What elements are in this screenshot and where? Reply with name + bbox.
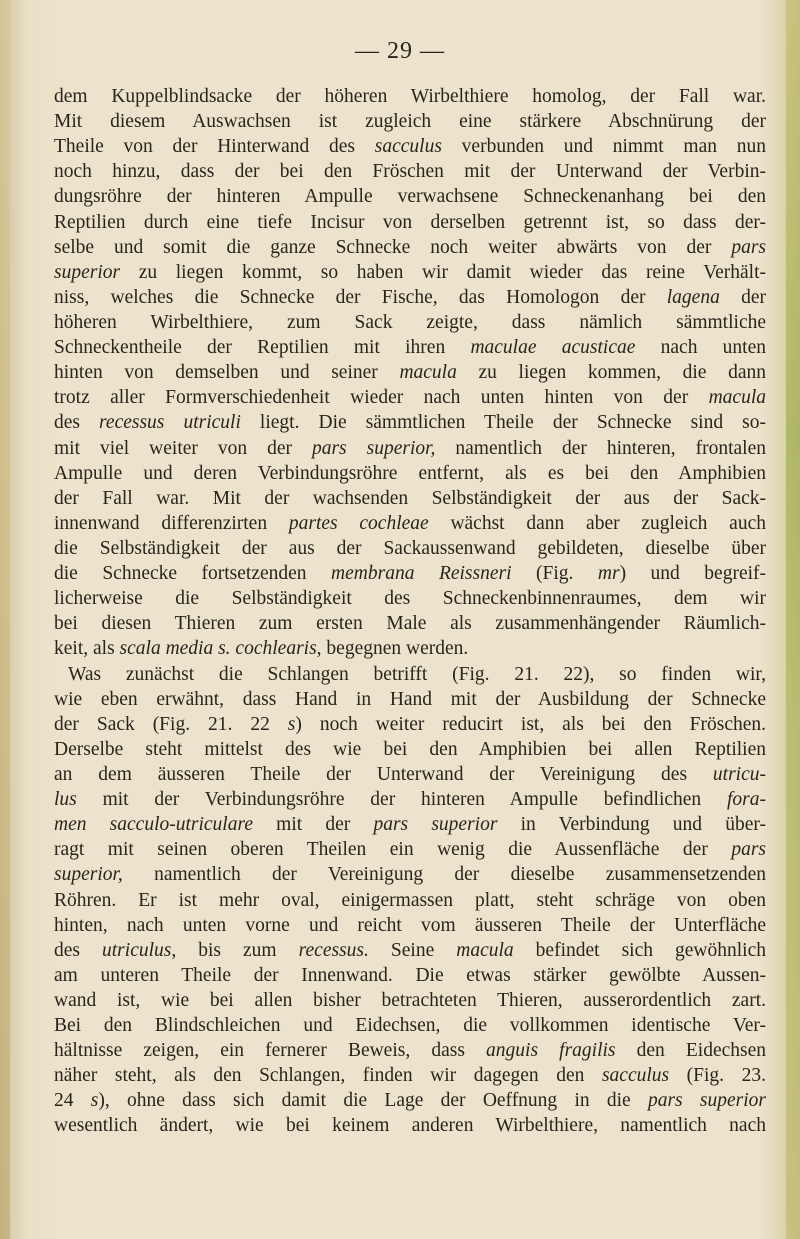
italic-term: pars superior [647,1090,766,1112]
text-line [54,511,766,536]
text-run: die Selbständigkeit der aus der Sackaussenwand gebildeten, dieselbe über [54,537,766,559]
text-run: noch hinzu, dass der bei den Fröschen mit der Unterwand der Verbin- [54,161,766,183]
text-run: wächst dann aber zugleich auch [428,512,766,534]
text-line [54,737,766,762]
text-line [54,335,766,360]
italic-term: pars superior [373,814,498,836]
italic-term: macula [399,362,457,384]
text-run: mit der Verbindungsröhre der hinteren Ampulle befindlichen [76,789,727,811]
text-line [54,536,766,561]
text-run: ) und begreif- [619,563,767,585]
text-run: zu liegen kommt, so haben wir damit wieder das reine Verhält- [120,261,766,283]
text-run: die Schnecke fortsetzenden [54,563,332,585]
text-line [54,260,766,285]
text-run: 24 [54,1090,91,1112]
italic-term: sacculus [374,136,442,158]
text-run: namentlich der hinteren, frontalen [435,437,766,459]
text-run: nach unten [635,337,767,359]
text-run: dungsröhre der hinteren Ampulle verwachsene Schneckenanhang bei den [54,186,766,208]
text-run: hinten von demselben und seiner [54,362,400,384]
text-line [54,410,766,435]
text-run: ) noch weiter reducirt ist, als bei den Fröschen. [295,713,767,735]
text-line [54,963,766,988]
text-run: namentlich der Vereinigung der dieselbe zusammensetzenden [122,864,766,886]
text-run: bis zum [176,939,299,961]
italic-term: pars [731,839,766,861]
italic-term: maculae acusticae [470,337,636,359]
text-run: (Fig. [511,563,598,585]
italic-term: membrana Reissneri [331,563,512,585]
italic-term: s [287,713,296,735]
text-run: der Sack (Fig. 21. 22 [54,713,288,735]
italic-term: sacculus [601,1065,670,1087]
text-line [54,461,766,486]
text-line [54,662,766,687]
text-line [54,913,766,938]
italic-term: superior, [54,864,123,886]
text-run: Ampulle und deren Verbindungsröhre entfernt, als es bei den Amphibien [54,462,766,484]
text-run: Mit diesem Auswachsen ist zugleich eine stärkere Abschnürung der [54,111,766,133]
text-run: ragt mit seinen oberen Theilen ein wenig die Aussenfläche der [54,839,732,861]
text-line [54,762,766,787]
text-line [54,862,766,887]
text-line [54,611,766,636]
text-line [54,837,766,862]
text-line [54,938,766,963]
text-run: verbunden und nimmt man nun [441,136,766,158]
italic-term: s [90,1090,99,1112]
text-run: Theile von der Hinterwand des [54,136,375,158]
text-run: befindet sich gewöhnlich [513,939,766,961]
text-run: hältnisse zeigen, ein fernerer Beweis, dass [54,1040,487,1062]
text-line [54,687,766,712]
text-run: mit der [253,814,374,836]
italic-term: anguis fragilis [486,1040,616,1062]
text-line [54,109,766,134]
page-number: — 29 — [355,38,445,64]
text-run: niss, welches die Schnecke der Fische, das Homologon der [54,286,667,308]
text-run: des [54,412,100,434]
text-line [54,888,766,913]
italic-term: fora- [727,789,766,811]
text-run: des [54,939,103,961]
text-run: Was zunächst die Schlangen betrifft (Fig. 21. 22), so finden wir, [68,663,766,685]
text-line [54,385,766,410]
italic-term: pars [731,236,766,258]
left-page-edge [0,0,10,1239]
text-line [54,235,766,260]
text-run: der [719,286,766,308]
text-line [54,285,766,310]
italic-term: lagena [666,286,720,308]
text-line [54,134,766,159]
text-run: höheren Wirbelthiere, zum Sack zeigte, dass nämlich sämmtliche [54,311,766,333]
text-line [54,1013,766,1038]
text-run: an dem äusseren Theile der Unterwand der Vereinigung des [54,763,713,785]
italic-term: utricu- [712,763,766,785]
text-run: innenwand differenzirten [54,512,289,534]
text-line [54,310,766,335]
text-line [54,787,766,812]
text-run: zu liegen kommen, die dann [456,362,766,384]
text-line [54,586,766,611]
italic-term: recessus utriculi [99,412,241,434]
text-run: bei diesen Thieren zum ersten Male als zusammenhängender Räumlich- [54,613,766,635]
italic-term: mr [597,563,620,585]
text-run: Derselbe steht mittelst des wie bei den Amphibien bei allen Reptilien [54,738,766,760]
text-run: licherweise die Selbständigkeit des Schneckenbinnenraumes, dem wir [54,588,766,610]
text-line [54,1063,766,1088]
italic-term: macula [708,387,766,409]
italic-term: superior [54,261,121,283]
text-line [54,210,766,235]
text-line [54,712,766,737]
text-line [54,561,766,586]
text-line [54,486,766,511]
text-line [54,84,766,109]
text-line [54,1088,766,1113]
text-run: mit viel weiter von der [54,437,312,459]
italic-term: scala media s. cochlearis, [119,638,322,660]
text-run: keit, als [54,638,120,660]
italic-term: pars superior, [311,437,436,459]
text-line [54,184,766,209]
text-run: Schneckentheile der Reptilien mit ihren [54,337,471,359]
italic-term: men sacculo-utriculare [54,814,253,836]
text-run: begegnen werden. [321,638,469,660]
italic-term: utriculus, [102,939,177,961]
italic-term: macula [456,939,514,961]
text-line [54,636,766,661]
body-text [54,84,766,1139]
text-run: Seine [368,939,457,961]
text-run: ), ohne dass sich damit die Lage der Oeffnung in die [98,1090,648,1112]
text-run: Reptilien durch eine tiefe Incisur von derselben getrennt ist, so dass der- [54,211,766,233]
text-run: Bei den Blindschleichen und Eidechsen, die vollkommen identische Ver- [54,1015,766,1037]
text-run: der Fall war. Mit der wachsenden Selbständigkeit der aus der Sack- [54,487,766,509]
text-line [54,159,766,184]
text-run: näher steht, als den Schlangen, finden wir dagegen den [54,1065,602,1087]
text-run: den Eidechsen [615,1040,767,1062]
text-run: am unteren Theile der Innenwand. Die etwas stärker gewölbte Aussen- [54,964,766,986]
right-page-edge [786,0,800,1239]
text-run: hinten, nach unten vorne und reicht vom äusseren Theile der Unterfläche [54,914,766,936]
text-line [54,812,766,837]
text-run: trotz aller Formverschiedenheit wieder nach unten hinten von der [54,387,709,409]
text-run: liegt. Die sämmtlichen Theile der Schnecke sind so- [240,412,766,434]
italic-term: partes cochleae [288,512,429,534]
text-run: wand ist, wie bei allen bisher betrachteten Thieren, ausserordentlich zart. [54,989,766,1011]
text-line [54,436,766,461]
italic-term: lus [54,789,77,811]
text-run: (Fig. 23. [669,1065,766,1087]
text-line [54,360,766,385]
text-line [54,1113,766,1138]
text-run: dem Kuppelblindsacke der höheren Wirbelthiere homolog, der Fall war. [54,86,766,107]
text-run: wie eben erwähnt, dass Hand in Hand mit der Ausbildung der Schnecke [54,688,766,710]
text-line [54,1038,766,1063]
italic-term: recessus. [298,939,369,961]
text-run: selbe und somit die ganze Schnecke noch weiter abwärts von der [54,236,732,258]
text-line [54,988,766,1013]
text-run: wesentlich ändert, wie bei keinem anderen Wirbelthiere, namentlich nach [54,1115,766,1137]
text-run: Röhren. Er ist mehr oval, einigermassen platt, steht schräge von oben [54,889,766,911]
text-run: in Verbindung und über- [497,814,766,836]
